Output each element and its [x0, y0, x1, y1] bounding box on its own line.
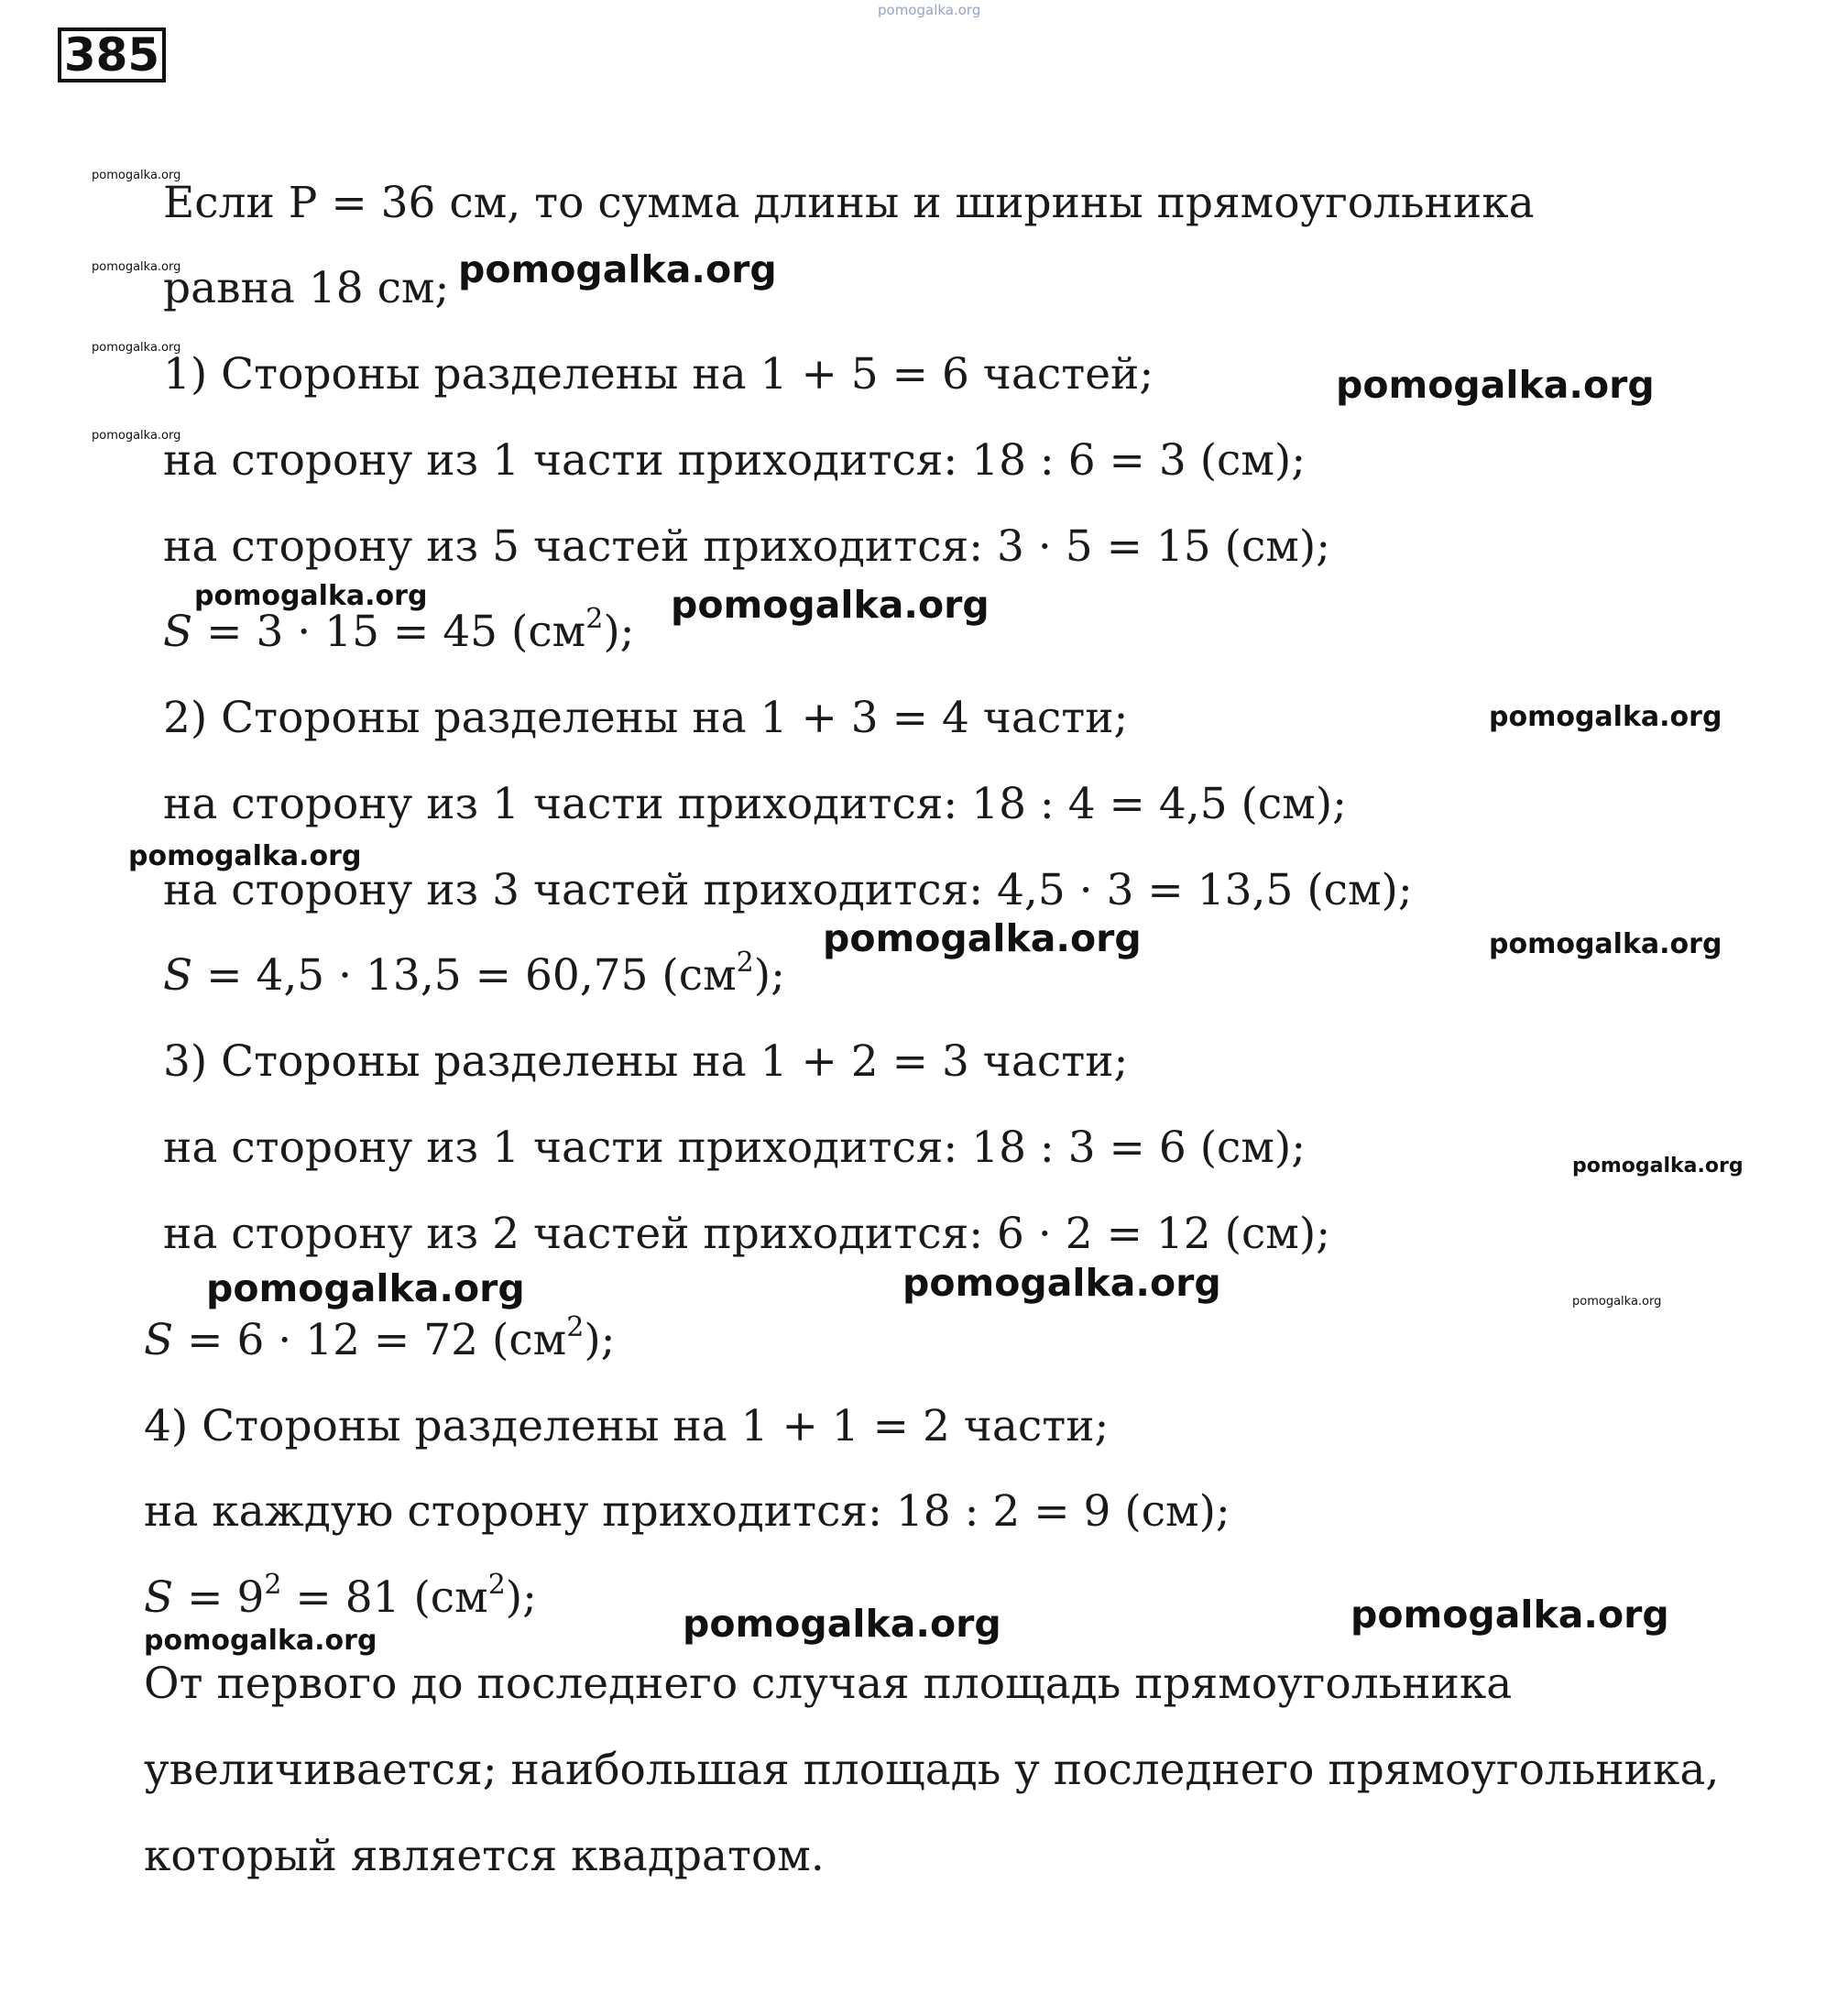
watermark: pomogalka.org — [92, 260, 181, 274]
text-line: который является квадратом. — [144, 1831, 825, 1881]
watermark: pomogalka.org — [1336, 363, 1655, 407]
watermark: pomogalka.org — [1350, 1593, 1669, 1637]
watermark: pomogalka.org — [144, 1625, 377, 1657]
text-line: на сторону из 1 части приходится: 18 : 4 = 4,5 (см); — [163, 779, 1347, 829]
area-formula: S = 3 · 15 = 45 $(см^2)$; — [163, 603, 635, 657]
watermark: pomogalka.org — [683, 1602, 1001, 1646]
area-formula: S = 6 · 12 = 72 $(см^2)$; — [144, 1311, 616, 1365]
watermark: pomogalka.org — [878, 2, 981, 18]
watermark: pomogalka.org — [92, 341, 181, 355]
watermark: pomogalka.org — [671, 583, 990, 627]
text-line: Если P = 36 см, то сумма длины и ширины прямоугольника — [163, 178, 1535, 228]
text-line: на сторону из 2 частей приходится: 6 · 2 = 12 (см); — [163, 1209, 1331, 1259]
area-formula: $S = 9^2 = 81$ $(см^2)$; — [144, 1569, 537, 1623]
text-line: на каждую сторону приходится: 18 : 2 = 9 (см); — [144, 1486, 1230, 1537]
problem-number: 385 — [58, 27, 166, 82]
text-line: равна 18 см; — [163, 263, 450, 313]
watermark: pomogalka.org — [1489, 701, 1722, 733]
text-line: 3) Стороны разделены на 1 + 2 = 3 части; — [163, 1036, 1129, 1087]
watermark: pomogalka.org — [206, 1266, 525, 1310]
text-line: 4) Стороны разделены на 1 + 1 = 2 части; — [144, 1401, 1110, 1451]
text-line: на сторону из 5 частей приходится: 3 · 5 = 15 (см); — [163, 521, 1331, 572]
text-line: увеличивается; наибольшая площадь у последнего прямоугольника, — [144, 1745, 1720, 1795]
watermark: pomogalka.org — [92, 429, 181, 443]
watermark: pomogalka.org — [128, 840, 362, 872]
watermark: pomogalka.org — [1489, 928, 1722, 960]
text-line: От первого до последнего случая площадь прямоугольника — [144, 1659, 1513, 1709]
text-line: 2) Стороны разделены на 1 + 3 = 4 части; — [163, 693, 1129, 743]
watermark: pomogalka.org — [1572, 1295, 1662, 1309]
text-line: на сторону из 3 частей приходится: 4,5 · 3 = 13,5 (см); — [163, 865, 1413, 915]
text-line: 1) Стороны разделены на 1 + 5 = 6 частей; — [163, 349, 1154, 400]
watermark: pomogalka.org — [1572, 1155, 1744, 1177]
text-line: на сторону из 1 части приходится: 18 : 3 = 6 (см); — [163, 1122, 1307, 1173]
watermark: pomogalka.org — [194, 580, 428, 612]
watermark: pomogalka.org — [902, 1261, 1221, 1305]
watermark: pomogalka.org — [92, 169, 181, 182]
area-formula: S = 4,5 · 13,5 = 60,75 $(см^2)$; — [163, 947, 785, 1001]
watermark: pomogalka.org — [823, 916, 1142, 960]
watermark: pomogalka.org — [458, 247, 777, 291]
text-line: на сторону из 1 части приходится: 18 : 6 = 3 (см); — [163, 435, 1307, 486]
